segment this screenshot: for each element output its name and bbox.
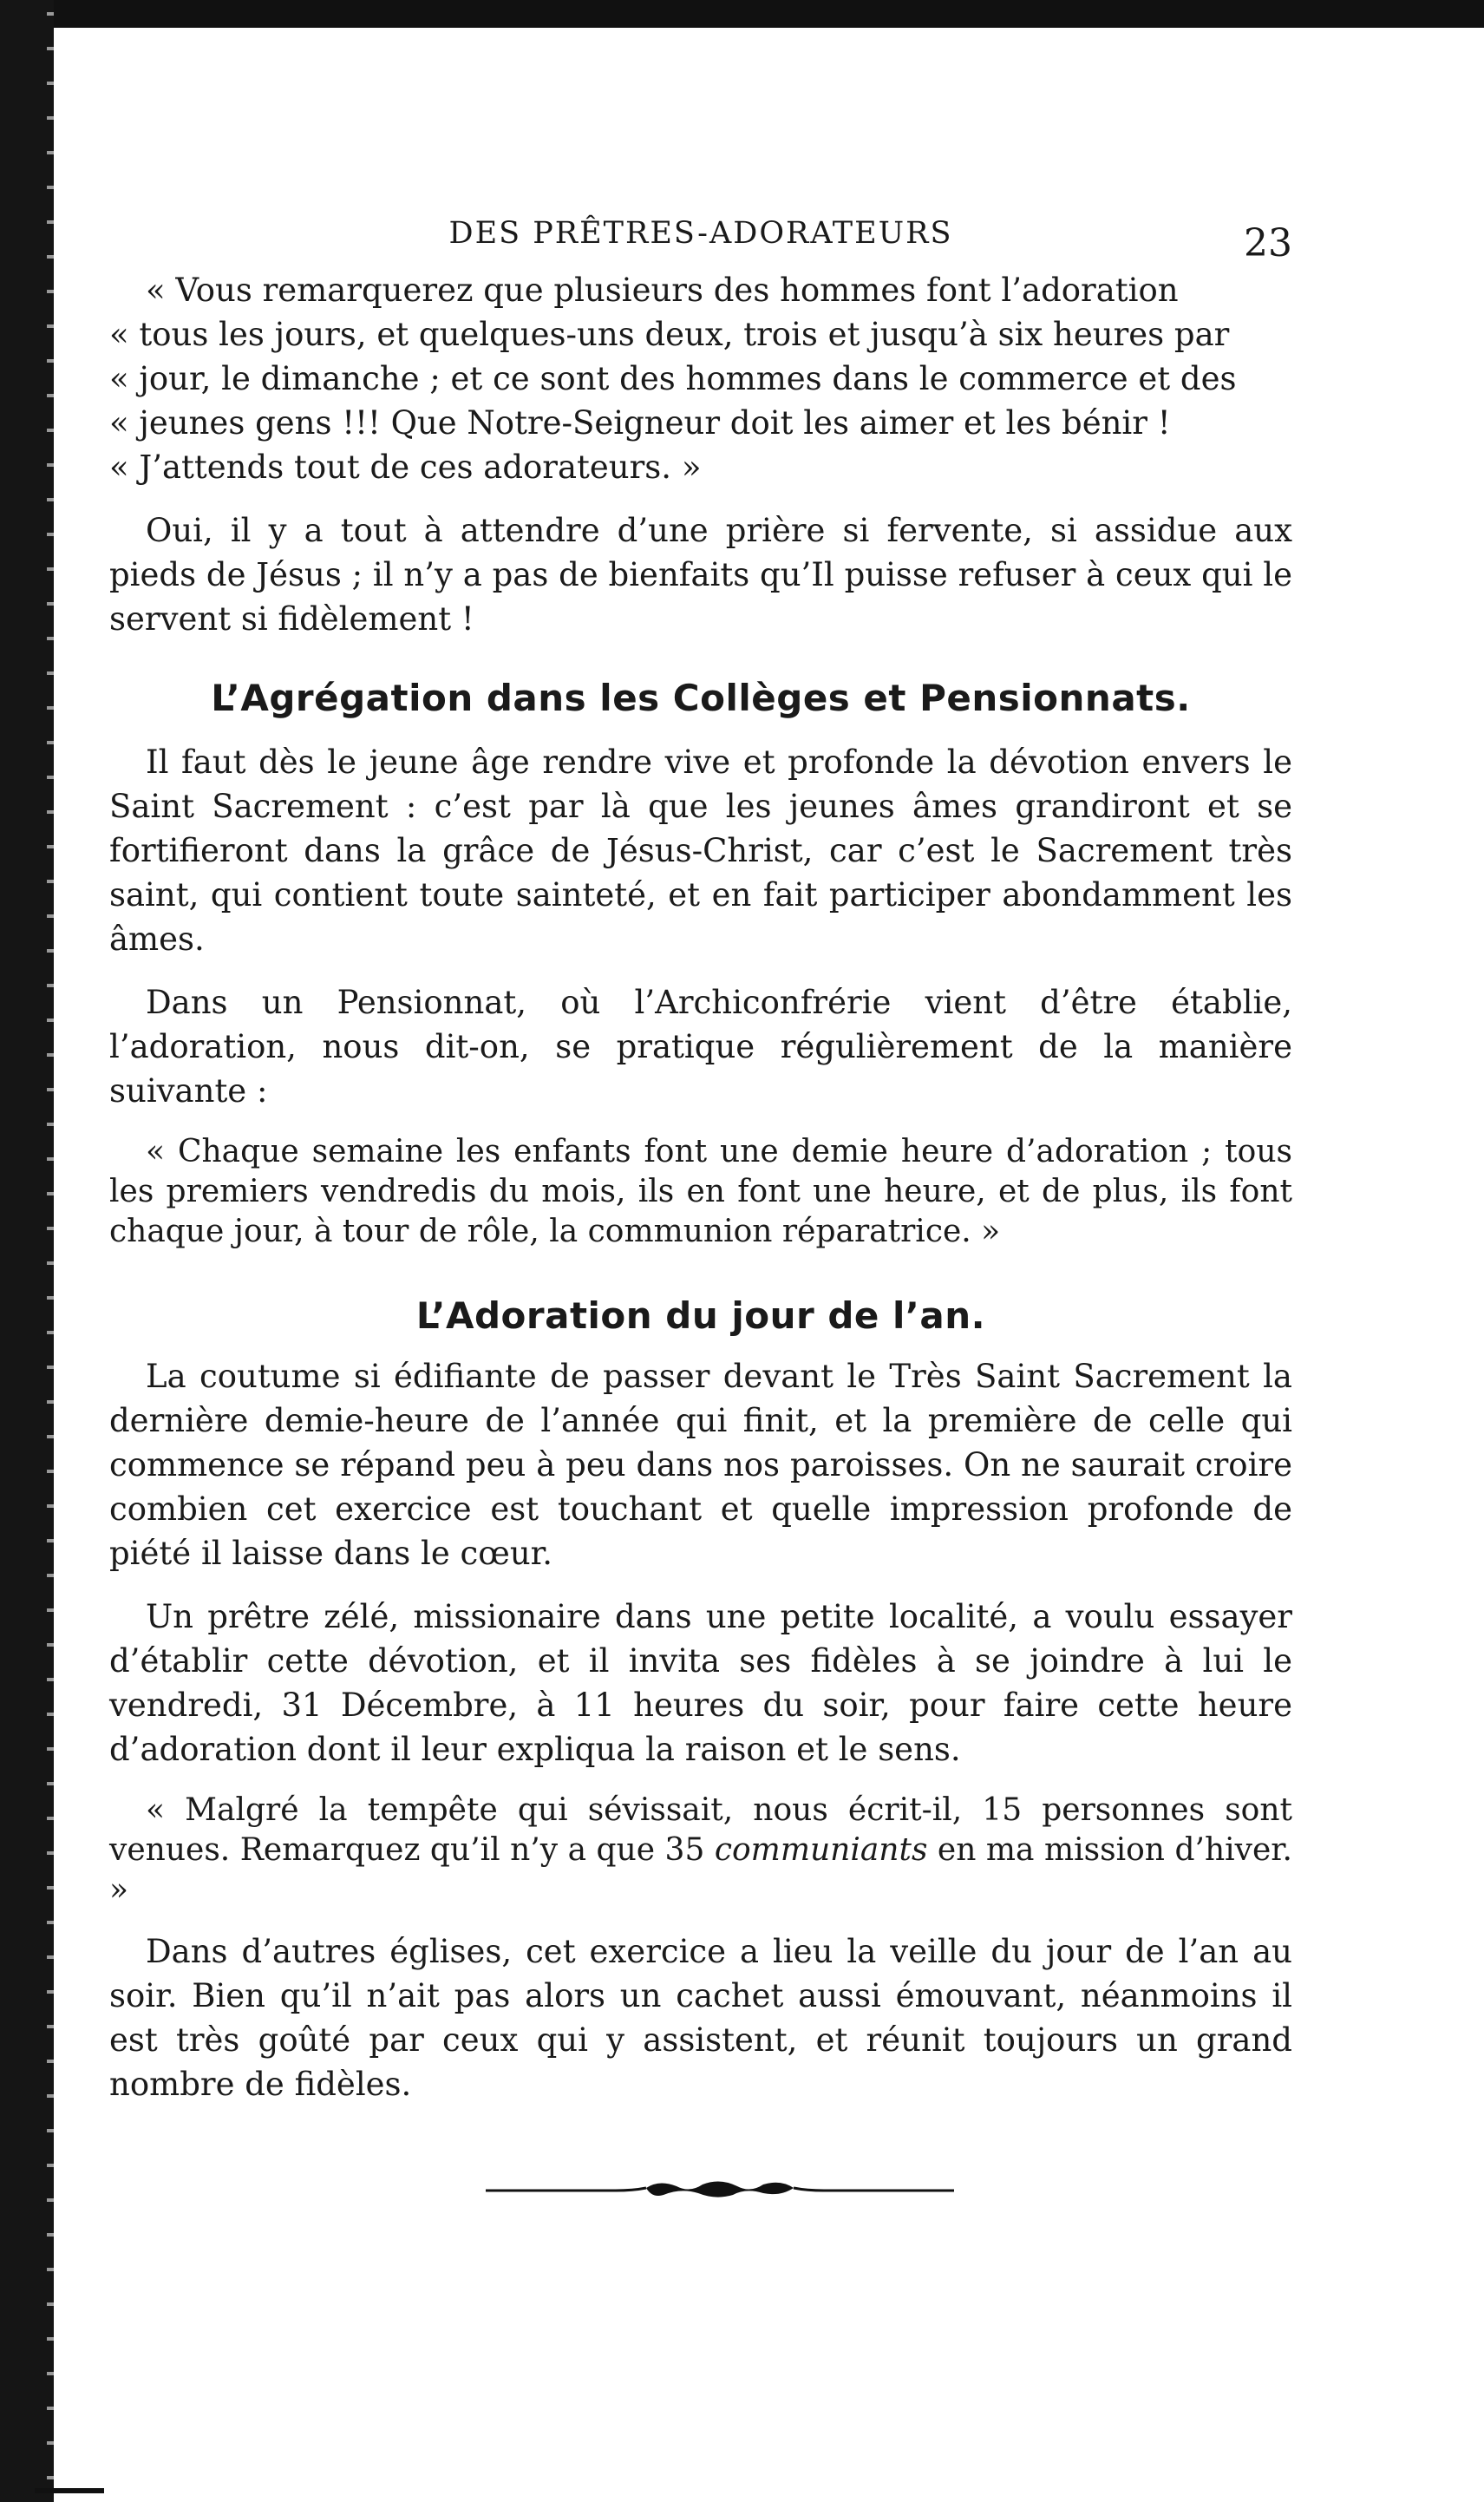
section-heading-adoration: L’Adoration du jour de l’an.: [415, 1294, 986, 1337]
scan-top-border: [35, 0, 1484, 28]
page-number: 23: [1244, 221, 1292, 265]
quote-malgre-italic: communiants: [714, 1832, 928, 1868]
tailpiece-ornament-icon: [486, 2178, 954, 2204]
paragraph-coutume: La coutume si édifiante de passer devant le Très Saint Sacrement la dernière demie-heure de l’année qui finit, et la première de celle qui commence se répand peu à peu dans nos paroisses. On ne saurait croire combien cet exercice est touchant et quelle impression profonde de piété il laisse dans le cœur.: [109, 1358, 1292, 1572]
scan-bottom-rule: [35, 2488, 104, 2493]
paragraph-oui: Oui, il y a tout à attendre d’une prière si fervente, si assidue aux pieds de Jésus ; il n’y a pas de bienfaits qu’Il puisse refuser à ceux qui le servent si fidèlement !: [109, 512, 1292, 638]
book-page: [109, 213, 1292, 2106]
quote-malgre-start: « Malgré la tempête qui sévissait, nous écrit-il, 15 personnes sont venues. Remarquez qu’il n’y a que 35: [109, 1792, 1292, 1868]
running-title: DES PRÊTRES-ADORATEURS: [448, 216, 953, 251]
paragraph-il-faut: Il faut dès le jeune âge rendre vive et profonde la dévotion envers le Saint Sacrement : c’est par là que les jeunes âmes grandiront et se fortifieront dans la grâce de Jésus-Christ, car c’est le Sacrement très saint, qui contient toute sainteté, et en fait participer abondamment les âmes.: [109, 743, 1292, 958]
quote-line: « tous les jours, et quelques-uns deux, trois et jusqu’à six heures par: [109, 316, 1230, 353]
paragraph-pensionnat: Dans un Pensionnat, où l’Archiconfrérie vient d’être établie, l’adoration, nous dit-on, se pratique régulièrement de la manière suivante :: [109, 984, 1292, 1110]
quote-adorateurs: [109, 268, 1292, 489]
quote-line: « jour, le dimanche ; et ce sont des hommes dans le commerce et des: [109, 360, 1237, 397]
paragraph-pretre: Un prêtre zélé, missionaire dans une petite localité, a voulu essayer d’établir cette dévotion, et il invita ses fidèles à se joindre à lui le vendredi, 31 Décembre, à 11 heures du soir, pour faire cette heure d’adoration dont il leur expliqua la raison et le sens.: [109, 1598, 1292, 1768]
section-heading-agregation: L’Agrégation dans les Collèges et Pensionnats.: [211, 677, 1191, 719]
quote-line: « J’attends tout de ces adorateurs. »: [109, 449, 702, 486]
paragraph-autres-eglises: Dans d’autres églises, cet exercice a lieu la veille du jour de l’an au soir. Bien qu’il n’ait pas alors un cachet aussi émouvant, néanmoins il est très goûté par ceux qui y assistent, et réunit toujours un grand nombre de fidèles.: [109, 1933, 1292, 2103]
quote-chaque-semaine: « Chaque semaine les enfants font une demie heure d’adoration ; tous les premiers vendredis du mois, ils en font une heure, et de plus, ils font chaque jour, à tour de rôle, la communion réparatrice. »: [109, 1134, 1292, 1249]
quote-line: « Vous remarquerez que plusieurs des hommes font l’adoration: [146, 272, 1179, 309]
quote-line: « jeunes gens !!! Que Notre-Seigneur doit les aimer et les bénir !: [109, 404, 1171, 442]
scan-left-border: [0, 0, 54, 2502]
running-head: [109, 213, 1292, 265]
quote-malgre-end: en ma mission d’hiver. »: [109, 1832, 1292, 1908]
quote-malgre: [109, 1791, 1292, 1910]
